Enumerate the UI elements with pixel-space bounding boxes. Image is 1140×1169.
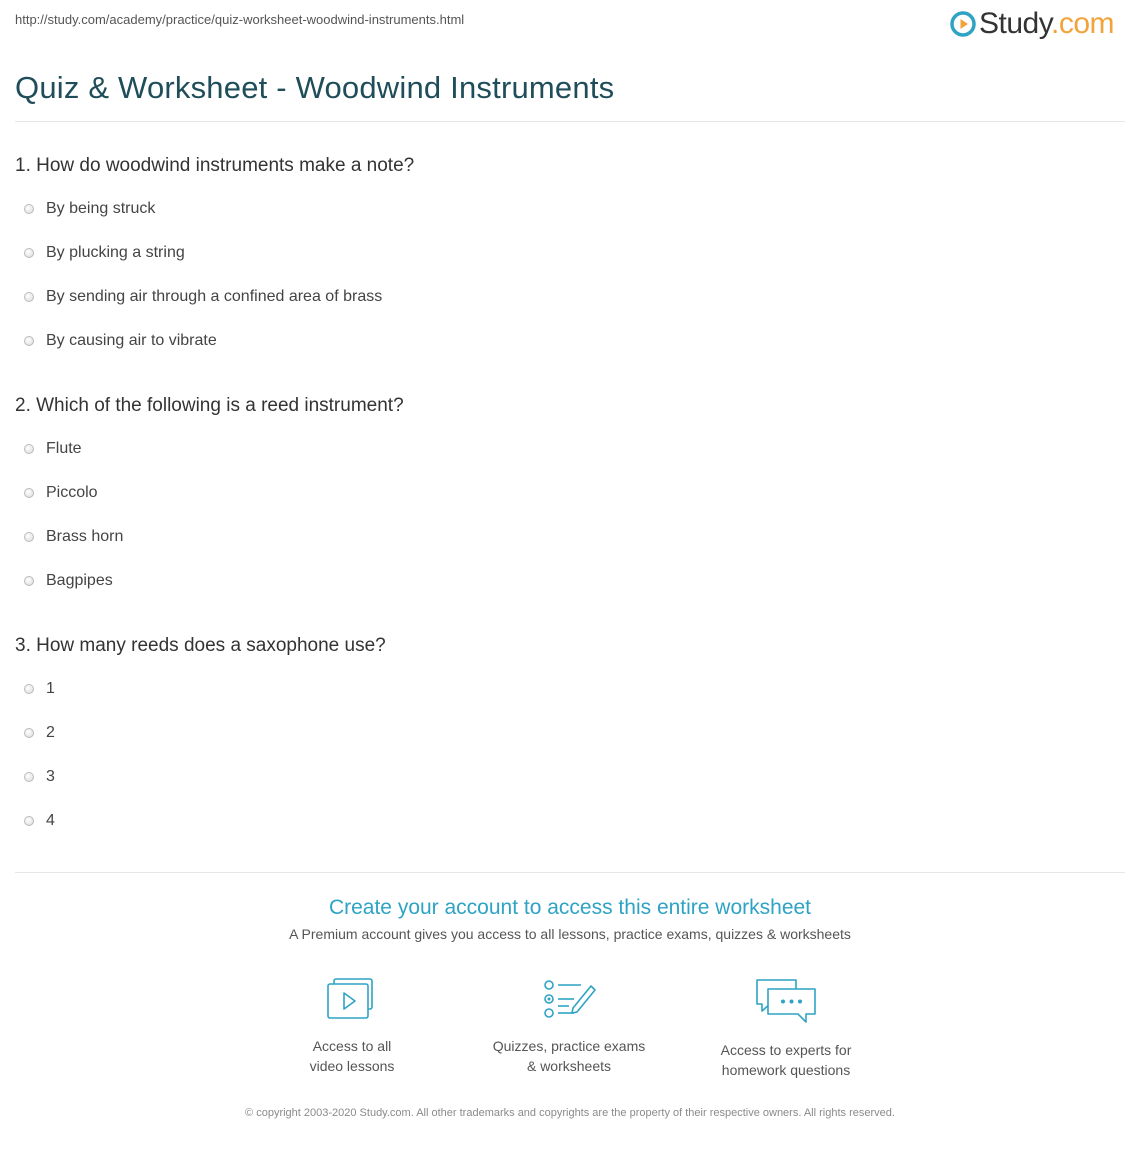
create-account-link[interactable]: Create your account to access this entire worksheet [328,896,812,919]
q3-option-3[interactable] [24,768,55,786]
radio-button[interactable] [24,292,34,302]
option-label: 4 [46,812,55,829]
feature-label: video lessons [309,1058,395,1074]
radio-button[interactable] [24,444,34,454]
page-title: Quiz & Worksheet - Woodwind Instruments [15,70,615,105]
radio-button[interactable] [24,816,34,826]
option-label: Flute [46,440,82,457]
q3-option-4[interactable] [24,812,55,830]
radio-button[interactable] [24,204,34,214]
option-label: Bagpipes [46,572,113,589]
feature-label: homework questions [721,1062,851,1078]
option-label: Brass horn [46,528,124,545]
feature-label: Access to experts for [720,1042,852,1058]
radio-button[interactable] [24,576,34,586]
radio-button[interactable] [24,248,34,258]
logo-word: Study [978,7,1051,40]
feature-quizzes [469,976,669,1076]
option-label: By being struck [46,200,156,217]
feature-experts [686,976,886,1080]
radio-button[interactable] [24,772,34,782]
play-logo-icon [950,11,976,37]
radio-button[interactable] [24,684,34,694]
copyright-footer: © copyright 2003-2020 Study.com. All other trademarks and copyrights are the property of their respective owners. All rights reserved. [245,1107,895,1119]
radio-button[interactable] [24,728,34,738]
q2-option-4[interactable] [24,572,113,590]
question-2: 2. Which of the following is a reed instrument? [15,395,404,416]
cta-subtitle: A Premium account gives you access to all lessons, practice exams, quizzes & worksheets [289,926,851,942]
video-lessons-icon [324,976,380,1024]
option-label: By causing air to vibrate [46,332,217,349]
q1-option-2[interactable] [24,244,185,262]
option-label: 3 [46,768,55,785]
q2-option-2[interactable] [24,484,98,502]
feature-label: Access to all [312,1038,392,1054]
option-label: Piccolo [46,484,98,501]
feature-label: Quizzes, practice exams [492,1038,646,1054]
q1-option-1[interactable] [24,200,155,218]
q3-option-1[interactable] [24,680,55,698]
chat-bubbles-icon [754,976,818,1028]
feature-video-lessons [252,976,452,1076]
option-label: By plucking a string [46,244,185,261]
radio-button[interactable] [24,532,34,542]
logo-wordmark [979,7,1114,41]
q1-option-4[interactable] [24,332,217,350]
q2-option-1[interactable] [24,440,82,458]
option-label: 2 [46,724,55,741]
question-1: 1. How do woodwind instruments make a note? [15,155,415,176]
logo-tld: .com [1050,7,1114,40]
quiz-checklist-icon [541,976,597,1024]
q3-option-2[interactable] [24,724,55,742]
title-divider [15,121,1125,122]
study-logo[interactable] [950,7,1114,41]
q2-option-3[interactable] [24,528,123,546]
radio-button[interactable] [24,336,34,346]
q1-option-3[interactable] [24,288,382,306]
option-label: 1 [46,680,55,697]
radio-button[interactable] [24,488,34,498]
page-url: http://study.com/academy/practice/quiz-worksheet-woodwind-instruments.html [15,12,465,27]
cta-divider [15,872,1125,873]
option-label: By sending air through a confined area of brass [46,288,383,305]
question-3: 3. How many reeds does a saxophone use? [15,635,386,656]
feature-label: & worksheets [526,1058,612,1074]
